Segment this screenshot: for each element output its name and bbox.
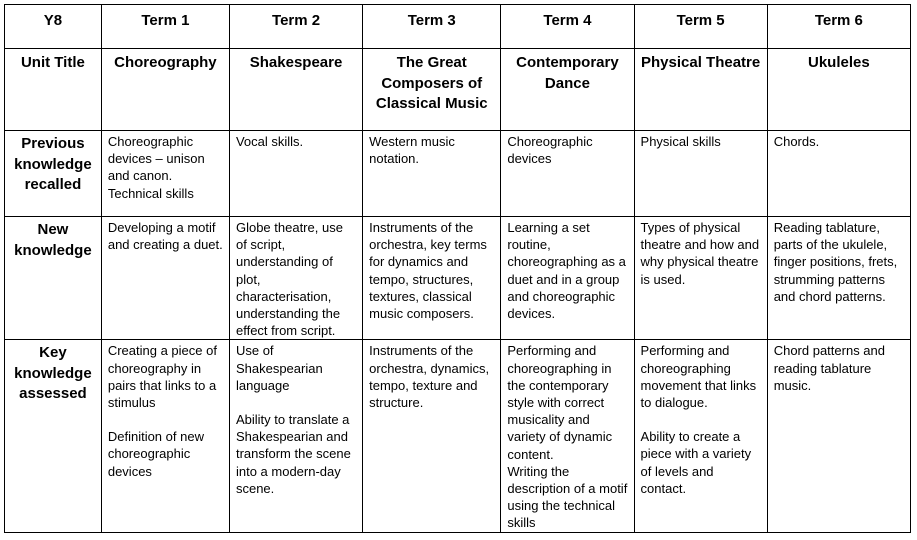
new-knowledge-cell <box>501 217 634 340</box>
cell-text: Vocal skills. <box>235 134 304 149</box>
term-header: Term 6 <box>767 5 910 49</box>
cell-text: Developing a motif and creating a duet. <box>107 220 223 253</box>
previous-knowledge-cell <box>363 131 501 217</box>
key-knowledge-cell <box>634 340 767 532</box>
term-header: Term 3 <box>363 5 501 49</box>
key-knowledge-cell <box>101 340 229 532</box>
previous-knowledge-cell <box>101 131 229 217</box>
cell-text: Ability to translate a Shakespearian and transform the scene into a modern-day scene. <box>235 412 351 496</box>
term-header: Term 4 <box>501 5 634 49</box>
new-knowledge-row <box>5 217 911 340</box>
cell-text: Western music notation. <box>369 134 455 167</box>
cell-text: Reading tablature, parts of the ukulele, finger positions, frets, strumming patterns and chord patterns. <box>773 220 898 304</box>
previous-knowledge-cell <box>501 131 634 217</box>
cell-text: Instruments of the orchestra, key terms for dynamics and tempo, structures, textures, classical music composers. <box>369 220 487 322</box>
new-knowledge-cell <box>363 217 501 340</box>
term-header: Term 5 <box>634 5 767 49</box>
previous-knowledge-cell <box>767 131 910 217</box>
new-knowledge-cell <box>101 217 229 340</box>
cell-text: Ability to create a piece with a variety of levels and contact. <box>640 429 752 496</box>
cell-text: Chords. <box>773 134 820 149</box>
cell-text: Definition of new choreographic devices <box>107 429 204 479</box>
cell-text: Globe theatre, use of script, understanding of plot, characterisation, understanding the effect from script. <box>235 220 343 339</box>
cell-text: Choreographic devices – unison and canon. Technical skills <box>107 134 205 201</box>
term-header: Term 1 <box>101 5 229 49</box>
previous-knowledge-row <box>5 131 911 217</box>
unit-title-cell: Ukuleles <box>767 49 910 131</box>
row-label-new-knowledge: New knowledge <box>5 217 102 340</box>
cell-text: Instruments of the orchestra, dynamics, tempo, texture and structure. <box>369 343 490 411</box>
cell-text: Chord patterns and reading tablature music. <box>773 343 885 393</box>
new-knowledge-cell <box>767 217 910 340</box>
term-header: Term 2 <box>229 5 362 49</box>
cell-text: Types of physical theatre and how and why physical theatre is used. <box>640 220 760 287</box>
cell-text: Learning a set routine, choreographing as a duet and in a group and choreographic devices. <box>507 220 626 322</box>
new-knowledge-cell <box>229 217 362 340</box>
new-knowledge-cell <box>634 217 767 340</box>
paragraph-gap <box>108 411 223 428</box>
previous-knowledge-cell <box>634 131 767 217</box>
paragraph-gap <box>641 411 761 428</box>
unit-title-cell: Choreography <box>101 49 229 131</box>
key-knowledge-row <box>5 340 911 532</box>
header-row <box>5 5 911 49</box>
key-knowledge-cell <box>363 340 501 532</box>
cell-text: Use of Shakespearian language <box>235 343 323 393</box>
cell-text: Physical skills <box>640 134 721 149</box>
key-knowledge-cell <box>767 340 910 532</box>
cell-text: Choreographic devices <box>507 134 593 167</box>
cell-text: Creating a piece of choreography in pairs that links to a stimulus <box>107 343 217 411</box>
unit-title-cell: Shakespeare <box>229 49 362 131</box>
curriculum-table <box>4 4 911 533</box>
cell-text: Performing and choreographing in the contemporary style with correct musicality and variety of dynamic content. Writing the description of a motif using the technical skills <box>507 343 628 531</box>
paragraph-gap <box>236 394 356 411</box>
key-knowledge-cell <box>501 340 634 532</box>
unit-title-cell: The Great Composers of Classical Music <box>363 49 501 131</box>
curriculum-table-wrapper <box>4 4 911 533</box>
previous-knowledge-cell <box>229 131 362 217</box>
unit-title-row <box>5 49 911 131</box>
row-label-key-knowledge: Key knowledge assessed <box>5 340 102 532</box>
cell-text: Performing and choreographing movement that links to dialogue. <box>640 343 757 411</box>
unit-title-cell: Physical Theatre <box>634 49 767 131</box>
row-label-previous-knowledge: Previous knowledge recalled <box>5 131 102 217</box>
unit-title-cell: Contemporary Dance <box>501 49 634 131</box>
year-label: Y8 <box>5 5 102 49</box>
key-knowledge-cell <box>229 340 362 532</box>
row-label-unit-title: Unit Title <box>5 49 102 131</box>
